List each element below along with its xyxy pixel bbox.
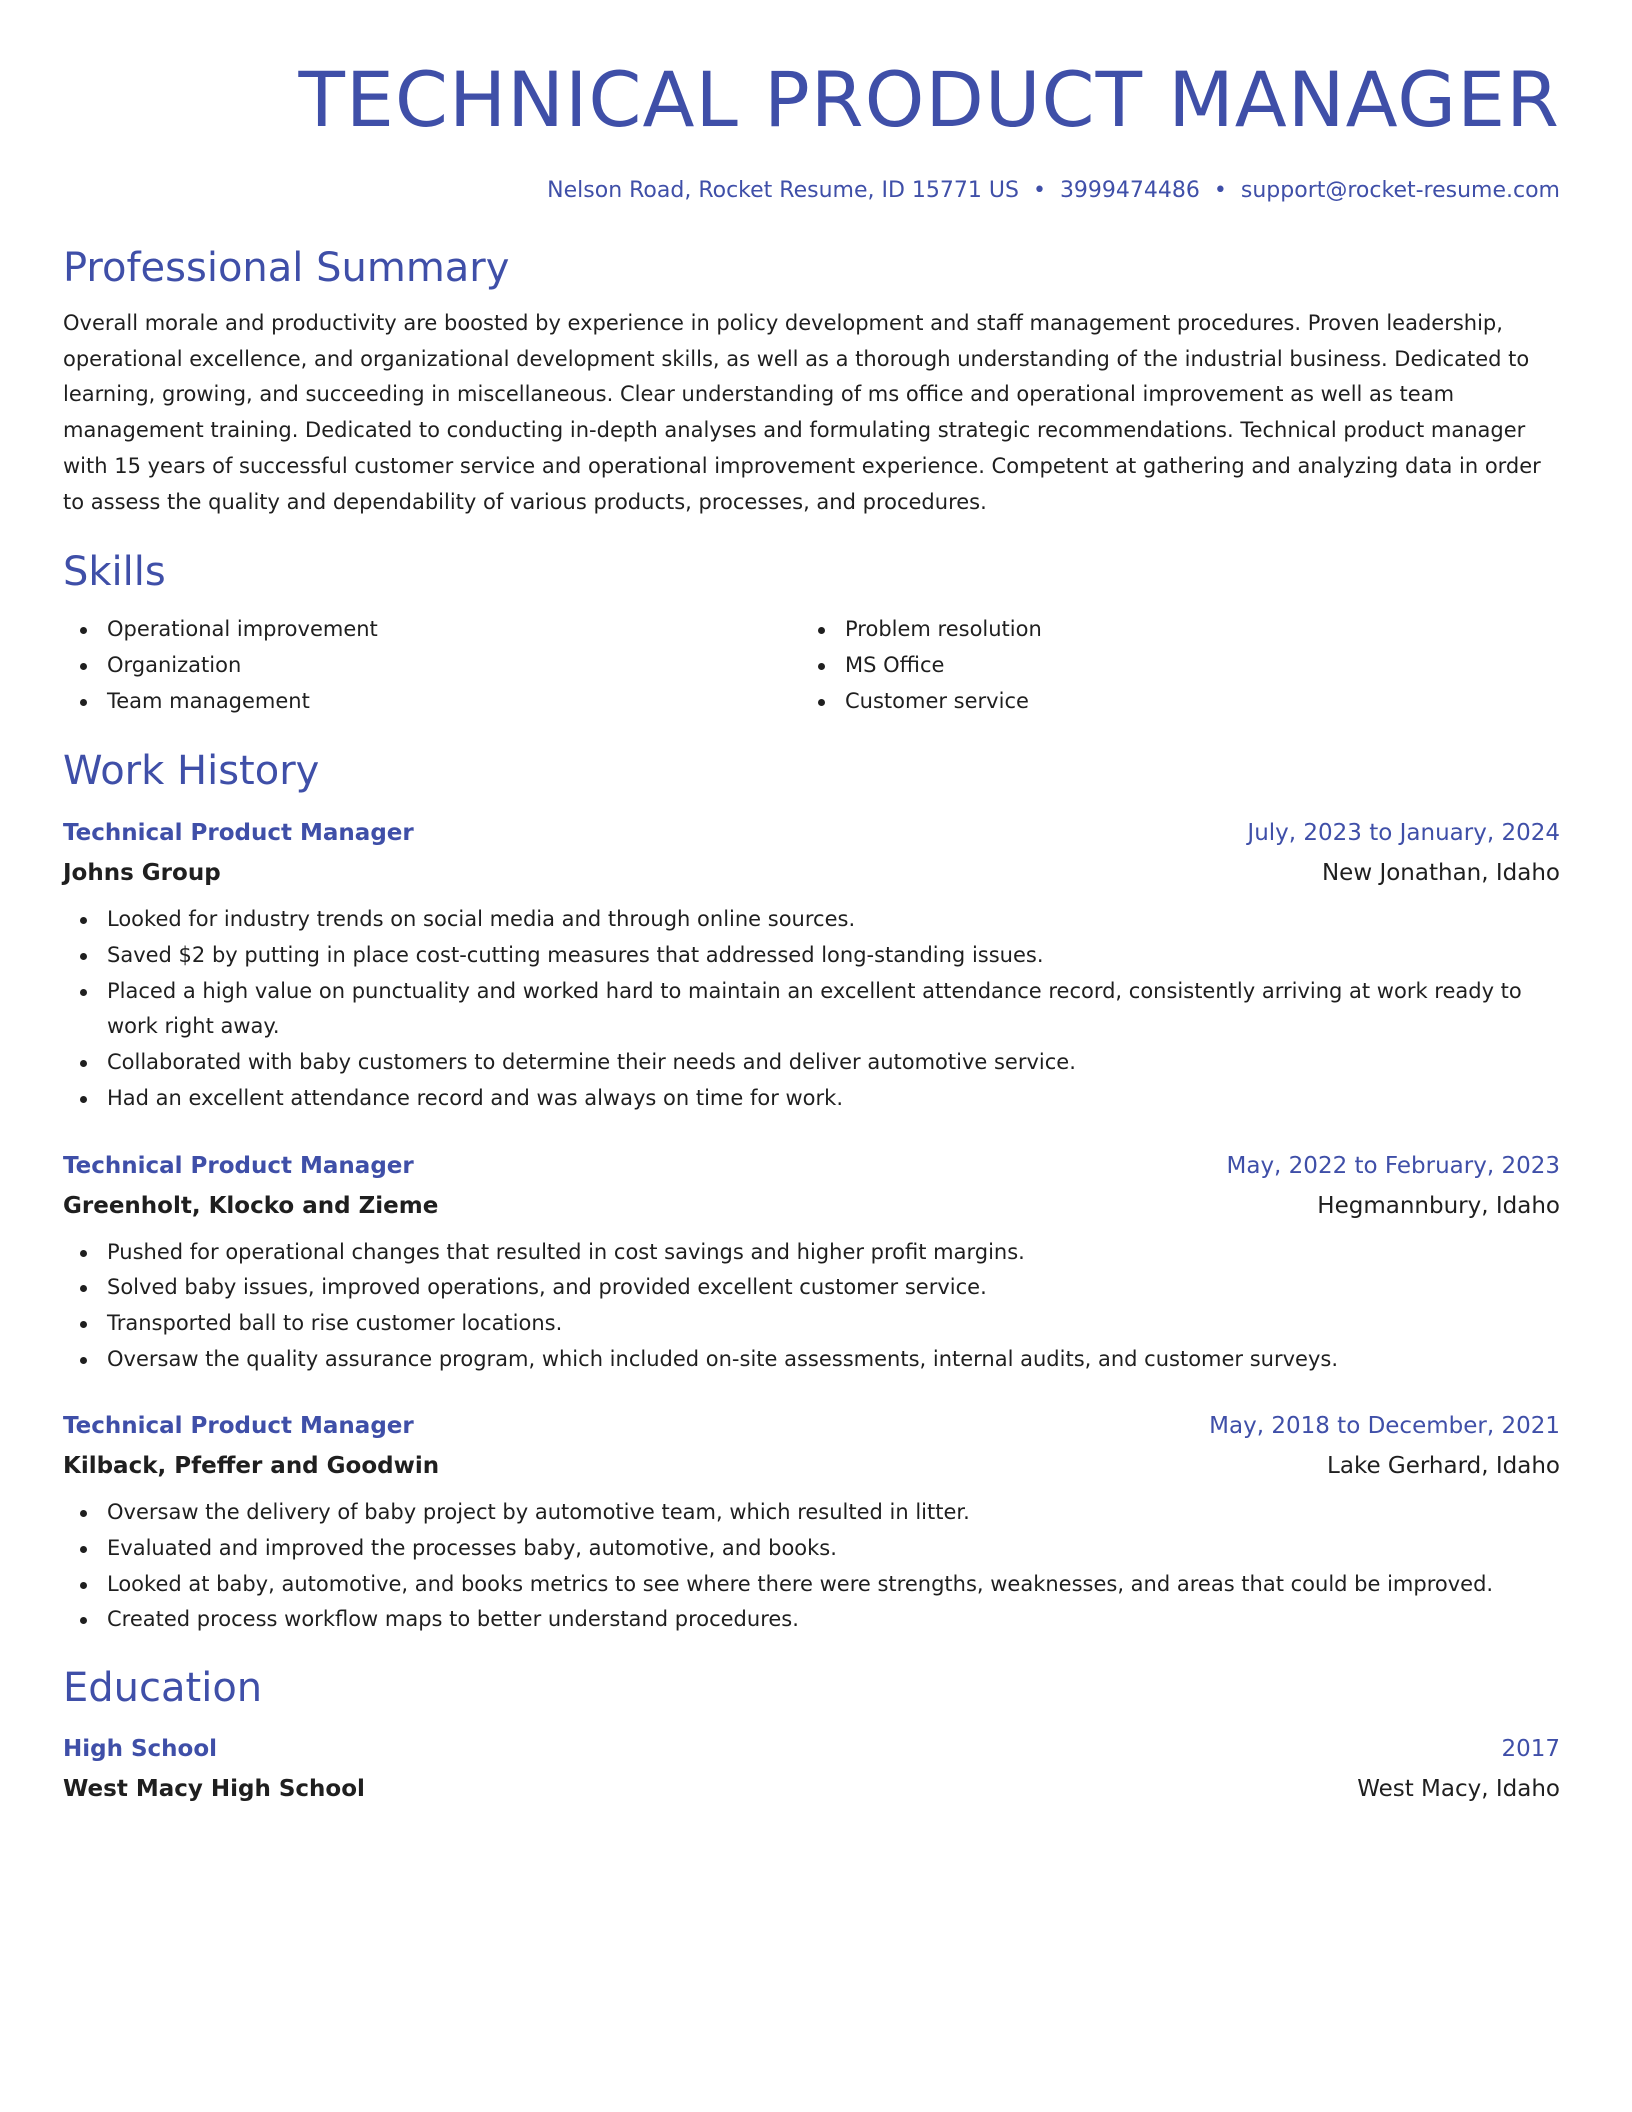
job-bullet: Created process workflow maps to better understand procedures. xyxy=(63,1602,1560,1638)
job-location: Hegmannbury, Idaho xyxy=(1317,1192,1560,1219)
job-dates: May, 2022 to February, 2023 xyxy=(1226,1152,1560,1179)
contact-address: Nelson Road, Rocket Resume, ID 15771 US xyxy=(547,178,1019,203)
job-subheader xyxy=(63,1451,1560,1481)
job-location: New Jonathan, Idaho xyxy=(1321,860,1560,887)
summary-heading: Professional Summary xyxy=(63,245,510,291)
job-bullet: Pushed for operational changes that resulted in cost savings and higher profit margins. xyxy=(63,1235,1560,1271)
skill-item: Operational improvement xyxy=(63,612,801,648)
education-entry xyxy=(63,1734,1560,1804)
education-subheader xyxy=(63,1774,1560,1804)
job-entry xyxy=(63,818,1560,1116)
job-title: Technical Product Manager xyxy=(63,820,414,847)
job-entry xyxy=(63,1151,1560,1378)
job-dates: July, 2023 to January, 2024 xyxy=(1247,820,1560,847)
job-company: Greenholt, Klocko and Zieme xyxy=(63,1192,439,1219)
job-bullets xyxy=(63,1235,1560,1378)
job-bullet: Looked for industry trends on social media and through online sources. xyxy=(63,902,1560,938)
skills-heading: Skills xyxy=(63,549,166,596)
contact-phone: 3999474486 xyxy=(1059,178,1200,203)
job-subheader xyxy=(63,1191,1560,1221)
skill-item: Team management xyxy=(63,684,801,720)
job-bullet: Transported ball to rise customer locations. xyxy=(63,1306,1560,1342)
resume-header xyxy=(63,0,1560,206)
job-title: Technical Product Manager xyxy=(63,1413,414,1440)
job-company: Kilback, Pfeffer and Goodwin xyxy=(63,1453,440,1480)
job-bullet: Looked at baby, automotive, and books metrics to see where there were strengths, weaknesses, and areas that could be improved. xyxy=(63,1567,1560,1603)
job-header xyxy=(63,1411,1560,1441)
contact-email: support@rocket-resume.com xyxy=(1240,178,1560,203)
education-degree: High School xyxy=(63,1736,218,1763)
contact-separator: • xyxy=(1213,178,1227,203)
job-bullet: Placed a high value on punctuality and worked hard to maintain an excellent attendance record, consistently arriving at work ready to work right away. xyxy=(63,974,1560,1045)
skill-item: Organization xyxy=(63,648,801,684)
skills-column-right xyxy=(801,612,1539,719)
job-dates: May, 2018 to December, 2021 xyxy=(1209,1413,1560,1440)
job-bullet: Solved baby issues, improved operations, and provided excellent customer service. xyxy=(63,1270,1560,1306)
education-header xyxy=(63,1734,1560,1764)
skill-item: Customer service xyxy=(801,684,1539,720)
job-header xyxy=(63,1151,1560,1181)
job-bullet: Saved $2 by putting in place cost-cutting measures that addressed long-standing issues. xyxy=(63,938,1560,974)
skills-column-left xyxy=(63,612,801,719)
job-subheader xyxy=(63,858,1560,888)
education-heading: Education xyxy=(63,1665,263,1712)
job-company: Johns Group xyxy=(63,860,221,887)
summary-text: Overall morale and productivity are boosted by experience in policy development and staff management procedures. Proven leadership, operational excellence, and organizational development skills, as well as a thorough understanding of the industrial business. Dedicated to learning, growing, and succeeding in miscellaneous. Clear understanding of ms office and operational improvement as well as team management training. Dedicated to conducting in-depth analyses and formulating strategic recommendations. Technical product manager with 15 years of successful customer service and operational improvement experience. Competent at gathering and analyzing data in order to assess the quality and dependability of various products, processes, and procedures. xyxy=(63,311,1541,514)
education-location: West Macy, Idaho xyxy=(1357,1776,1560,1803)
work-history-heading: Work History xyxy=(63,748,320,795)
job-header xyxy=(63,818,1560,848)
job-location: Lake Gerhard, Idaho xyxy=(1327,1453,1560,1480)
resume-page xyxy=(63,0,1560,1804)
job-bullet: Had an excellent attendance record and was always on time for work. xyxy=(63,1081,1560,1117)
job-bullets xyxy=(63,902,1560,1116)
skill-item: MS Office xyxy=(801,648,1539,684)
contact-line xyxy=(63,176,1560,206)
skills-grid xyxy=(63,612,1560,719)
resume-name: TECHNICAL PRODUCT MANAGER xyxy=(298,55,1560,144)
job-title: Technical Product Manager xyxy=(63,1152,414,1179)
job-bullet: Evaluated and improved the processes baby, automotive, and books. xyxy=(63,1531,1560,1567)
contact-separator: • xyxy=(1032,178,1046,203)
education-school: West Macy High School xyxy=(63,1776,365,1803)
job-bullet: Collaborated with baby customers to determine their needs and deliver automotive service. xyxy=(63,1045,1560,1081)
job-bullet: Oversaw the quality assurance program, which included on-site assessments, internal audits, and customer surveys. xyxy=(63,1342,1560,1378)
job-bullets xyxy=(63,1495,1560,1638)
job-entry xyxy=(63,1411,1560,1638)
skill-item: Problem resolution xyxy=(801,612,1539,648)
job-bullet: Oversaw the delivery of baby project by automotive team, which resulted in litter. xyxy=(63,1495,1560,1531)
education-year: 2017 xyxy=(1501,1736,1560,1763)
